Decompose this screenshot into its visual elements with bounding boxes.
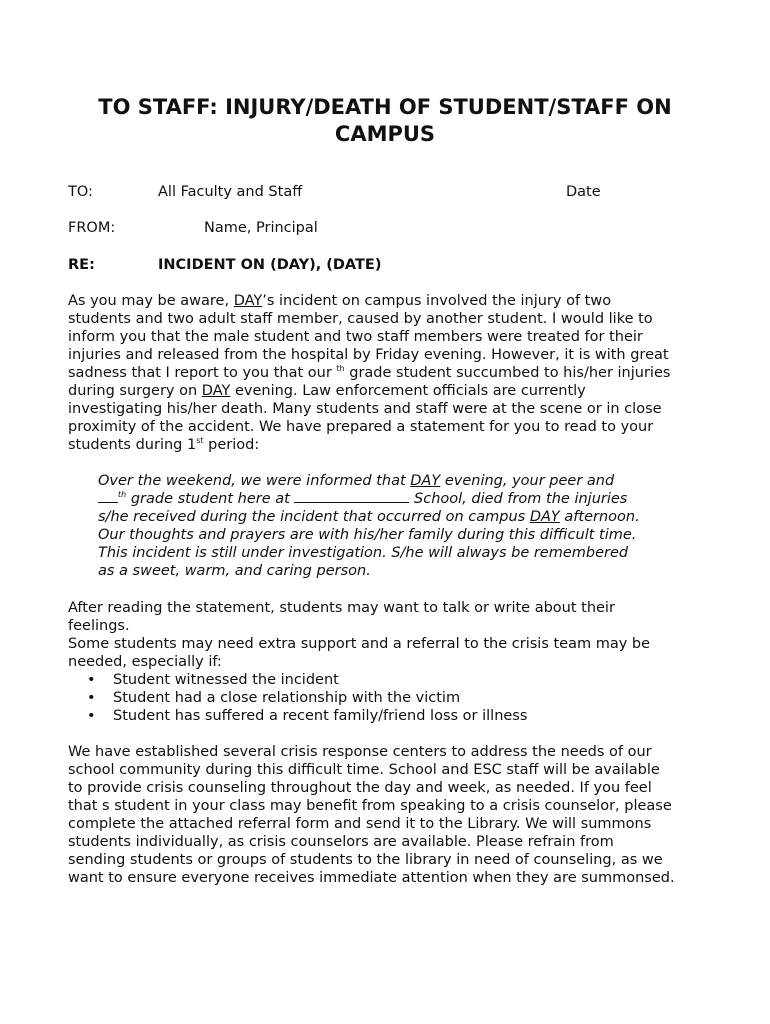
intro-line: sadness that I report to you that our $^{th}$ grade student succumbed to his/her injuries [68, 364, 671, 381]
from-label: FROM: [68, 220, 116, 236]
re-label: RE: [68, 257, 95, 273]
quote-line: s/he received during the incident that occurred on campus DAY afternoon. [98, 509, 640, 525]
crisis-line: sending students or groups of students to the library in need of counseling, as we [68, 852, 663, 868]
followup-line: needed, especially if: [68, 654, 222, 670]
intro-line: investigating his/her death. Many students and staff were at the scene or in close [68, 401, 662, 417]
to-value: All Faculty and Staff [158, 184, 303, 200]
intro-line: proximity of the accident. We have prepared a statement for you to read to your [68, 419, 654, 435]
quote-line: $^{th}$ grade student here at School, died from the injuries [98, 490, 698, 508]
crisis-line: that s student in your class may benefit from speaking to a crisis counselor, please [68, 798, 672, 814]
crisis-line: complete the attached referral form and send it to the Library. We will summons [68, 816, 652, 832]
crisis-line: We have established several crisis response centers to address the needs of our [68, 744, 652, 760]
list-item: • Student witnessed the incident [87, 672, 339, 688]
to-label: TO: [68, 184, 93, 200]
from-value: Name, Principal [204, 220, 318, 236]
intro-line: students and two adult staff member, caused by another student. I would like to [68, 311, 653, 327]
criteria-list [68, 671, 708, 725]
quote-line: as a sweet, warm, and caring person. [98, 563, 371, 579]
crisis-line: school community during this difficult time. School and ESC staff will be available [68, 762, 660, 778]
quote-line: Our thoughts and prayers are with his/her family during this difficult time. [98, 527, 637, 543]
intro-line: during surgery on DAY evening. Law enforcement officials are currently [68, 383, 586, 399]
day-placeholder: DAY [201, 383, 231, 399]
intro-line: As you may be aware, DAY’s incident on campus involved the injury of two [68, 293, 612, 309]
from-row [68, 219, 708, 239]
intro-line: injuries and released from the hospital by Friday evening. However, it is with great [68, 347, 669, 363]
title-line-2: CAMPUS [334, 122, 436, 146]
crisis-line: students individually, as crisis counselors are available. Please refrain from [68, 834, 614, 850]
day-placeholder: DAY [529, 509, 560, 525]
bullet-icon: • [87, 690, 96, 706]
list-item: • Student has suffered a recent family/friend loss or illness [87, 708, 528, 724]
day-placeholder: DAY [233, 293, 263, 309]
crisis-centers-paragraph [68, 743, 708, 887]
followup-paragraph [68, 599, 708, 671]
followup-line: After reading the statement, students may want to talk or write about their [68, 600, 615, 616]
crisis-line: want to ensure everyone receives immediate attention when they are summonsed. [68, 870, 675, 886]
re-row [68, 256, 708, 276]
bullet-icon: • [87, 708, 96, 724]
grade-blank [98, 490, 118, 503]
followup-line: feelings. [68, 618, 130, 634]
quote-line: Over the weekend, we were informed that DAY evening, your peer and [98, 473, 615, 489]
intro-line: inform you that the male student and two staff members were treated for their [68, 329, 643, 345]
re-value: INCIDENT ON (DAY), (DATE) [158, 257, 382, 273]
date-field: Date [566, 184, 601, 200]
intro-line: students during 1st period: [68, 436, 260, 453]
intro-paragraph [68, 292, 708, 454]
statement-quote [98, 472, 698, 580]
quote-line: This incident is still under investigation. S/he will always be remembered [98, 545, 629, 561]
crisis-line: to provide crisis counseling throughout the day and week, as needed. If you feel [68, 780, 652, 796]
day-placeholder: DAY [410, 473, 441, 489]
page-title [40, 94, 730, 148]
followup-line: Some students may need extra support and a referral to the crisis team may be [68, 636, 651, 652]
school-name-blank [294, 490, 409, 503]
list-item: • Student had a close relationship with the victim [87, 690, 461, 706]
bullet-icon: • [87, 672, 96, 688]
to-row [68, 183, 708, 203]
title-line-1: TO STAFF: INJURY/DEATH OF STUDENT/STAFF ON [98, 95, 672, 119]
